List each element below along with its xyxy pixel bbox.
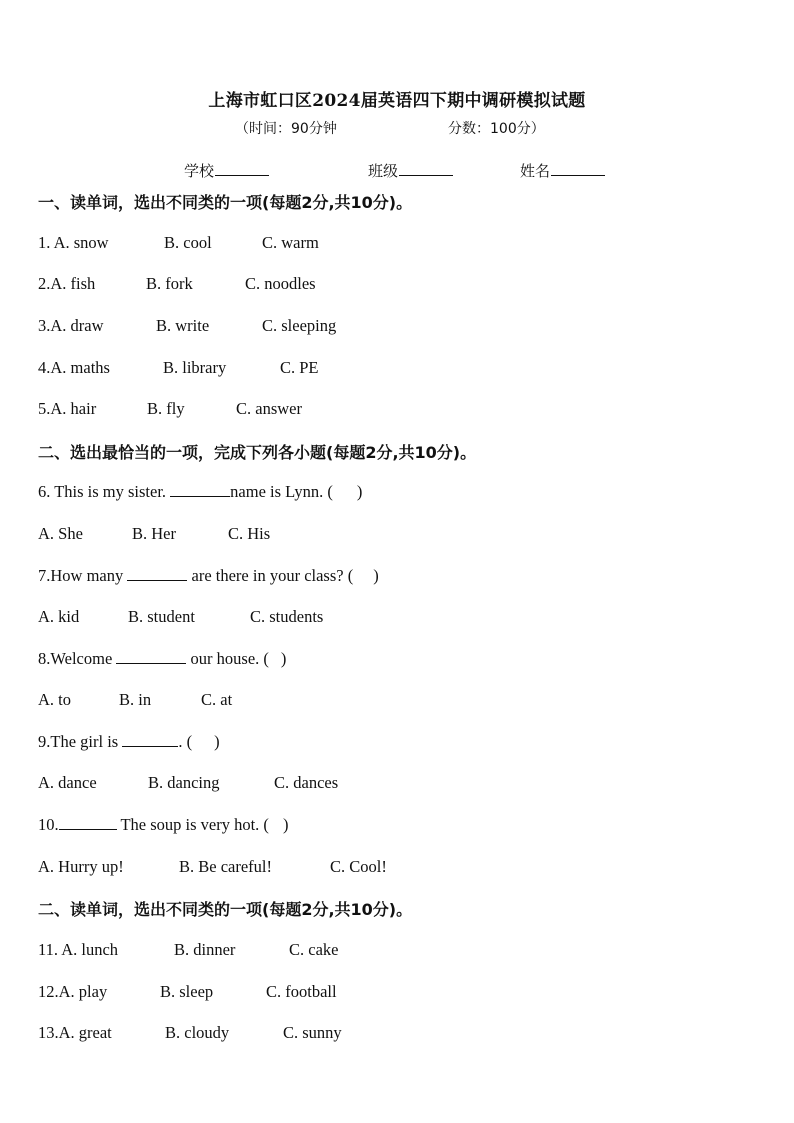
question-7 [38, 565, 379, 587]
q6-blank[interactable] [170, 481, 230, 497]
q3-option-b: B. write [156, 316, 210, 335]
question-6 [38, 481, 362, 503]
q8-option-c: C. at [201, 690, 233, 709]
q12-option-a: 12.A. play [38, 982, 108, 1001]
q7-blank[interactable] [127, 565, 187, 581]
q3-option-a: 3.A. draw [38, 316, 104, 335]
q11-option-b: B. dinner [174, 940, 236, 959]
q9-option-a: A. dance [38, 773, 97, 792]
school-blank[interactable] [215, 161, 269, 176]
q2-option-c: C. noodles [245, 274, 316, 293]
question-9 [38, 731, 220, 753]
q7-paren-close: ) [373, 566, 379, 585]
q6-paren-close: ) [356, 482, 363, 501]
q10-option-c: C. Cool! [330, 857, 387, 876]
q13-option-c: C. sunny [283, 1023, 342, 1042]
q6-option-c: C. His [228, 524, 271, 543]
q10-text-before: 10. [38, 815, 59, 834]
q6-option-a: A. She [38, 524, 83, 543]
class-blank[interactable] [399, 161, 453, 176]
q1-option-c: C. warm [262, 233, 319, 252]
q4-option-b: B. library [163, 358, 227, 377]
q7-text-after: are there in your class? ( [187, 566, 354, 585]
q8-blank[interactable] [116, 648, 186, 664]
q7-option-a: A. kid [38, 607, 80, 626]
q9-option-b: B. dancing [148, 773, 220, 792]
q13-option-b: B. cloudy [165, 1023, 230, 1042]
q10-option-b: B. Be careful! [179, 857, 272, 876]
name-blank[interactable] [551, 161, 605, 176]
q6-text-before: 6. This is my sister. [38, 482, 171, 501]
q9-blank[interactable] [122, 731, 178, 747]
q9-text-before: 9.The girl is [38, 732, 123, 751]
q4-option-a: 4.A. maths [38, 358, 110, 377]
q5-option-a: 5.A. hair [38, 399, 97, 418]
q7-text-before: 7.How many [38, 566, 128, 585]
page-title: 上海市虹口区2024届英语四下期中调研模拟试题 [208, 91, 586, 111]
q13-option-a: 13.A. great [38, 1023, 112, 1042]
q5-option-b: B. fly [147, 399, 185, 418]
q10-blank[interactable] [59, 814, 117, 830]
q8-paren-close: ) [280, 649, 287, 668]
q1-option-a: 1. A. snow [38, 233, 109, 252]
name-label: 姓名 [520, 162, 551, 180]
q7-option-b: B. student [128, 607, 195, 626]
q7-option-c: C. students [250, 607, 324, 626]
section-heading-three: 二、读单词，选出不同类的一项(每题2分,共10分)。 [38, 900, 413, 919]
class-label: 班级 [368, 162, 399, 180]
q9-paren-close: ) [214, 732, 220, 751]
exam-time: （时间：90分钟 [235, 121, 337, 137]
q10-option-a: A. Hurry up! [38, 857, 124, 876]
q2-option-b: B. fork [146, 274, 193, 293]
q8-text-after: our house. ( [186, 649, 269, 668]
exam-score: 分数：100分） [448, 121, 545, 137]
school-field[interactable] [184, 160, 269, 181]
q1-option-b: B. cool [164, 233, 212, 252]
q10-text-after: The soup is very hot. ( [116, 815, 269, 834]
section-heading-one: 一、读单词，选出不同类的一项(每题2分,共10分)。 [38, 193, 413, 212]
q6-text-after: name is Lynn. ( [230, 482, 333, 501]
q5-option-c: C. answer [236, 399, 302, 418]
q9-text-after: . ( [178, 732, 193, 751]
q8-option-b: B. in [119, 690, 152, 709]
q3-option-c: C. sleeping [262, 316, 337, 335]
q8-text-before: 8.Welcome [38, 649, 117, 668]
q6-option-b: B. Her [132, 524, 176, 543]
q8-option-a: A. to [38, 690, 71, 709]
q12-option-b: B. sleep [160, 982, 214, 1001]
q2-option-a: 2.A. fish [38, 274, 96, 293]
q10-paren-close: ) [282, 815, 289, 834]
q11-option-a: 11. A. lunch [38, 940, 119, 959]
q12-option-c: C. football [266, 982, 337, 1001]
name-field[interactable] [520, 160, 605, 181]
q4-option-c: C. PE [280, 358, 319, 377]
question-10 [38, 814, 288, 836]
school-label: 学校 [184, 162, 215, 180]
section-heading-two: 二、选出最恰当的一项，完成下列各小题(每题2分,共10分)。 [38, 443, 477, 462]
class-field[interactable] [368, 160, 453, 181]
q11-option-c: C. cake [289, 940, 339, 959]
q9-option-c: C. dances [274, 773, 339, 792]
question-8 [38, 648, 286, 670]
